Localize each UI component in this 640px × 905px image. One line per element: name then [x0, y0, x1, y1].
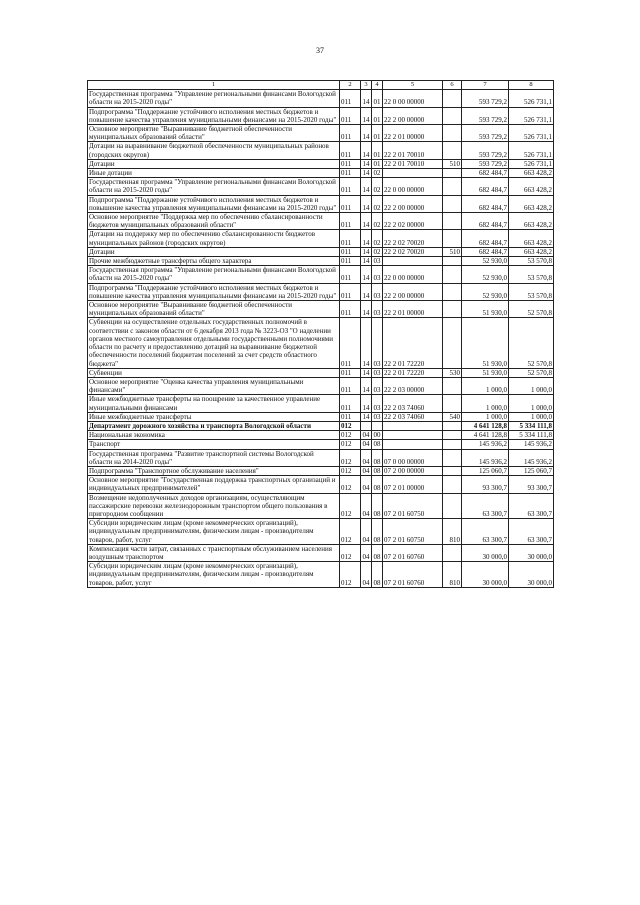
row-subsection-cell: 08	[372, 519, 383, 545]
row-target-article-cell	[383, 431, 443, 440]
row-expense-type-cell	[443, 301, 462, 318]
table-row	[88, 142, 554, 159]
row-subsection-cell: 08	[372, 562, 383, 588]
row-grbs-cell: 011	[340, 178, 361, 195]
row-amount-year2-cell: 52 570,8	[509, 368, 554, 377]
row-amount-year1-cell: 51 930,0	[462, 318, 509, 368]
row-amount-year1-cell: 1 000,0	[462, 377, 509, 394]
row-subsection-cell: 02	[372, 178, 383, 195]
row-target-article-cell: 22 2 03 00000	[383, 377, 443, 394]
row-grbs-cell: 011	[340, 107, 361, 124]
row-expense-type-cell	[443, 466, 462, 475]
table-row	[88, 440, 554, 449]
table-row	[88, 476, 554, 493]
row-amount-year1-cell: 52 930,0	[462, 283, 509, 300]
row-name-cell: Субвенции	[88, 368, 340, 377]
row-name-cell: Основное мероприятие "Выравнивание бюджетной обеспеченности муниципальных образований области"	[88, 125, 340, 142]
row-section-cell: 04	[362, 440, 370, 449]
row-name-cell: Дотации на поддержку мер по обеспечению сбалансированности бюджетов муниципальных районов (городских округов)	[88, 230, 340, 247]
row-name-cell: Основное мероприятие "Государственная поддержка транспортных организаций и индивидуальных предпринимателей"	[88, 476, 340, 493]
row-amount-year2-cell: 125 060,7	[509, 466, 554, 475]
row-name-cell: Государственная программа "Развитие транспортной системы Вологодской области на 2014-2020 годы"	[88, 449, 340, 466]
row-grbs-cell: 012	[340, 449, 361, 466]
row-amount-year1-cell: 593 729,2	[462, 142, 509, 159]
row-amount-year2-cell: 30 000,0	[509, 544, 554, 561]
row-grbs-cell: 011	[340, 195, 361, 212]
row-amount-year2-cell: 663 428,2	[509, 195, 554, 212]
row-grbs-cell: 011	[340, 125, 361, 142]
table-row	[88, 159, 554, 168]
row-amount-year1-cell: 145 936,2	[462, 449, 509, 466]
row-target-article-cell: 22 2 00 00000	[383, 195, 443, 212]
row-amount-year1-cell: 125 060,7	[462, 466, 509, 475]
row-expense-type-cell	[443, 283, 462, 300]
row-name-cell: Подпрограмма "Поддержание устойчивого исполнения местных бюджетов и повышение качества управления муниципальными финансами на 2015-2020 годы"	[88, 107, 340, 124]
row-amount-year1-cell: 682 484,7	[462, 169, 509, 178]
row-section-cell: 14	[362, 412, 370, 421]
row-target-article-cell: 22 2 02 70020	[383, 230, 443, 247]
row-amount-year2-cell: 5 334 111,8	[509, 421, 554, 430]
row-amount-year2-cell: 663 428,2	[509, 213, 554, 230]
row-grbs-cell: 011	[340, 301, 361, 318]
page-number: 37	[316, 46, 324, 55]
row-subsection-cell: 03	[372, 301, 383, 318]
row-section-cell: 04	[361, 544, 372, 561]
row-subsection-cell: 08	[372, 476, 383, 493]
row-section-cell: 14	[361, 90, 372, 107]
row-subsection-cell: 01	[373, 159, 381, 168]
table-row	[88, 283, 554, 300]
table-row	[88, 544, 554, 561]
row-name-cell: Государственная программа "Управление региональными финансами Вологодской области на 2015-2020 годы"	[88, 266, 340, 283]
row-target-article-cell: 07 2 01 60760	[383, 562, 443, 588]
row-target-article-cell: 22 2 00 00000	[383, 107, 443, 124]
row-amount-year1-cell: 682 484,7	[462, 213, 509, 230]
row-amount-year2-cell: 526 731,1	[509, 159, 554, 168]
row-target-article-cell: 22 2 03 74060	[383, 412, 443, 421]
row-amount-year2-cell: 663 428,2	[509, 169, 554, 178]
row-expense-type-cell	[443, 195, 462, 212]
row-amount-year2-cell: 63 300,7	[509, 493, 554, 519]
row-name-cell: Государственная программа "Управление региональными финансами Вологодской области на 2015-2020 годы"	[88, 178, 340, 195]
row-amount-year2-cell: 93 300,7	[509, 476, 554, 493]
row-subsection-cell: 03	[372, 395, 383, 412]
header-cell-1: 1	[88, 81, 340, 90]
row-amount-year2-cell: 63 300,7	[509, 519, 554, 545]
row-section-cell: 14	[362, 169, 370, 178]
table-body	[88, 81, 554, 588]
row-grbs-cell: 012	[340, 562, 361, 588]
row-subsection-cell: 02	[372, 230, 383, 247]
row-amount-year2-cell: 1 000,0	[509, 395, 554, 412]
row-subsection-cell: 03	[373, 412, 381, 421]
row-amount-year2-cell: 145 936,2	[509, 440, 554, 449]
row-section-cell: 14	[361, 230, 372, 247]
row-amount-year1-cell: 1 000,0	[462, 395, 509, 412]
row-target-article-cell: 22 2 01 70010	[383, 159, 443, 168]
row-expense-type-cell	[443, 142, 462, 159]
row-subsection-cell: 01	[372, 107, 383, 124]
row-amount-year1-cell: 593 729,2	[462, 125, 509, 142]
row-name-cell: Субсидии юридическим лицам (кроме некоммерческих организаций), индивидуальным предпринимателям, физическим лицам - производителям товаров, работ, услуг	[88, 562, 340, 588]
row-amount-year2-cell: 526 731,1	[509, 142, 554, 159]
row-amount-year1-cell: 145 936,2	[462, 440, 509, 449]
row-section-cell: 14	[361, 318, 372, 368]
row-expense-type-cell	[443, 266, 462, 283]
row-expense-type-cell: 530	[443, 368, 462, 377]
row-grbs-cell: 011	[340, 368, 361, 377]
row-name-cell: Основное мероприятие "Поддержка мер по обеспечению сбалансированности бюджетов муниципальных образований области"	[88, 213, 340, 230]
row-target-article-cell: 07 2 01 00000	[383, 476, 443, 493]
row-section-cell: 14	[361, 142, 372, 159]
row-amount-year2-cell: 526 731,1	[509, 107, 554, 124]
row-section-cell: 14	[361, 266, 372, 283]
header-cell-3: 3	[361, 81, 372, 90]
row-subsection-cell: 08	[372, 544, 383, 561]
row-grbs-cell: 012	[340, 519, 361, 545]
row-expense-type-cell	[443, 107, 462, 124]
row-section-cell: 14	[362, 159, 370, 168]
table-row	[88, 368, 554, 377]
row-expense-type-cell	[443, 544, 462, 561]
table-row	[88, 519, 554, 545]
row-grbs-cell: 012	[340, 431, 361, 440]
row-amount-year1-cell: 51 930,0	[462, 368, 509, 377]
table-row	[88, 466, 554, 475]
row-target-article-cell: 22 2 01 70010	[383, 142, 443, 159]
row-amount-year2-cell: 663 428,2	[509, 178, 554, 195]
row-amount-year2-cell: 53 570,8	[509, 266, 554, 283]
row-amount-year2-cell: 1 000,0	[509, 377, 554, 394]
row-section-cell: 14	[362, 368, 370, 377]
row-grbs-cell: 012	[340, 466, 361, 475]
row-subsection-cell: 02	[373, 247, 381, 256]
row-subsection-cell: 02	[372, 195, 383, 212]
row-amount-year2-cell: 52 570,8	[509, 301, 554, 318]
row-section-cell: 14	[361, 178, 372, 195]
row-name-cell: Национальная экономика	[88, 431, 340, 440]
row-expense-type-cell	[443, 440, 462, 449]
row-amount-year1-cell: 593 729,2	[462, 159, 509, 168]
row-grbs-cell: 011	[340, 142, 361, 159]
row-expense-type-cell: 510	[443, 159, 462, 168]
row-subsection-cell: 01	[372, 142, 383, 159]
row-section-cell: 14	[361, 125, 372, 142]
row-grbs-cell: 011	[340, 283, 361, 300]
row-target-article-cell: 22 0 00 00000	[383, 90, 443, 107]
row-expense-type-cell	[443, 230, 462, 247]
row-target-article-cell: 07 2 01 60760	[383, 544, 443, 561]
row-amount-year2-cell: 52 570,8	[509, 318, 554, 368]
row-expense-type-cell	[443, 421, 462, 430]
row-amount-year1-cell: 63 300,7	[462, 519, 509, 545]
row-amount-year1-cell: 93 300,7	[462, 476, 509, 493]
header-row	[88, 81, 554, 90]
row-subsection-cell: 00	[373, 431, 381, 440]
row-expense-type-cell	[443, 318, 462, 368]
table-row	[88, 421, 554, 430]
row-name-cell: Иные дотации	[88, 169, 340, 178]
row-amount-year1-cell: 63 300,7	[462, 493, 509, 519]
row-expense-type-cell	[443, 178, 462, 195]
table-row	[88, 169, 554, 178]
row-name-cell: Основное мероприятие "Оценка качества управления муниципальными финансами"	[88, 377, 340, 394]
row-amount-year2-cell: 5 334 111,8	[509, 431, 554, 440]
row-grbs-cell: 011	[340, 159, 361, 168]
header-cell-7: 7	[462, 81, 509, 90]
row-grbs-cell: 011	[340, 90, 361, 107]
row-target-article-cell: 22 2 01 00000	[383, 125, 443, 142]
row-subsection-cell: 03	[372, 266, 383, 283]
row-target-article-cell: 22 2 01 72220	[383, 368, 443, 377]
row-target-article-cell: 07 0 00 00000	[383, 449, 443, 466]
row-target-article-cell	[383, 440, 443, 449]
row-target-article-cell: 07 2 00 00000	[383, 466, 443, 475]
row-amount-year2-cell: 526 731,1	[509, 125, 554, 142]
row-name-cell: Подпрограмма "Поддержание устойчивого исполнения местных бюджетов и повышение качества управления муниципальными финансами на 2015-2020 годы"	[88, 283, 340, 300]
row-target-article-cell: 07 2 01 60750	[383, 493, 443, 519]
row-amount-year1-cell: 1 000,0	[462, 412, 509, 421]
row-amount-year1-cell: 593 729,2	[462, 90, 509, 107]
row-subsection-cell: 08	[372, 493, 383, 519]
row-section-cell: 14	[361, 377, 372, 394]
row-expense-type-cell: 510	[443, 247, 462, 256]
row-name-cell: Подпрограмма "Транспортное обслуживание населения"	[88, 466, 340, 475]
row-amount-year1-cell: 593 729,2	[462, 107, 509, 124]
header-cell-8: 8	[509, 81, 554, 90]
row-subsection-cell: 01	[372, 90, 383, 107]
row-name-cell: Дотации	[88, 247, 340, 256]
row-subsection-cell: 08	[373, 440, 381, 449]
table-row	[88, 318, 554, 368]
row-expense-type-cell	[443, 169, 462, 178]
row-expense-type-cell	[443, 377, 462, 394]
table-row	[88, 257, 554, 266]
row-grbs-cell: 011	[340, 247, 361, 256]
row-expense-type-cell	[443, 449, 462, 466]
row-expense-type-cell	[443, 476, 462, 493]
row-name-cell: Транспорт	[88, 440, 340, 449]
table-row	[88, 301, 554, 318]
row-amount-year2-cell: 30 000,0	[509, 562, 554, 588]
table-row	[88, 213, 554, 230]
row-expense-type-cell	[443, 90, 462, 107]
row-target-article-cell: 22 2 01 00000	[383, 301, 443, 318]
row-amount-year2-cell: 1 000,0	[509, 412, 554, 421]
row-section-cell: 04	[361, 519, 372, 545]
row-subsection-cell: 02	[372, 213, 383, 230]
row-amount-year1-cell: 30 000,0	[462, 562, 509, 588]
row-grbs-cell: 011	[340, 213, 361, 230]
row-expense-type-cell	[443, 493, 462, 519]
row-expense-type-cell	[443, 125, 462, 142]
budget-table	[87, 80, 554, 588]
row-expense-type-cell: 810	[443, 562, 462, 588]
row-expense-type-cell: 810	[443, 519, 462, 545]
row-section-cell: 14	[361, 301, 372, 318]
row-grbs-cell: 011	[340, 377, 361, 394]
row-amount-year1-cell: 4 641 128,8	[462, 431, 509, 440]
row-expense-type-cell	[443, 257, 462, 266]
row-expense-type-cell	[443, 213, 462, 230]
row-name-cell: Компенсация части затрат, связанных с транспортным обслуживанием населения воздушным транспортом	[88, 544, 340, 561]
row-amount-year1-cell: 51 930,0	[462, 301, 509, 318]
row-amount-year1-cell: 682 484,7	[462, 195, 509, 212]
row-section-cell: 14	[361, 195, 372, 212]
table-row	[88, 266, 554, 283]
row-subsection-cell: 02	[373, 169, 381, 178]
row-amount-year2-cell: 663 428,2	[509, 247, 554, 256]
row-name-cell: Прочие межбюджетные трансферты общего характера	[88, 257, 340, 266]
row-grbs-cell: 011	[340, 395, 361, 412]
row-subsection-cell	[372, 421, 383, 430]
table-row	[88, 90, 554, 107]
row-target-article-cell: 22 2 02 70020	[383, 247, 443, 256]
row-name-cell: Субсидии юридическим лицам (кроме некоммерческих организаций), индивидуальным предпринимателям, физическим лицам - производителям товаров, работ, услуг	[88, 519, 340, 545]
table-row	[88, 412, 554, 421]
table-row	[88, 431, 554, 440]
row-amount-year1-cell: 682 484,7	[462, 178, 509, 195]
row-subsection-cell: 03	[372, 377, 383, 394]
row-name-cell: Подпрограмма "Поддержание устойчивого исполнения местных бюджетов и повышение качества управления муниципальными финансами на 2015-2020 годы"	[88, 195, 340, 212]
row-subsection-cell: 01	[372, 125, 383, 142]
row-section-cell: 14	[361, 213, 372, 230]
row-grbs-cell: 012	[340, 544, 361, 561]
row-name-cell: Государственная программа "Управление региональными финансами Вологодской области на 2015-2020 годы"	[88, 90, 340, 107]
row-name-cell: Иные межбюджетные трансферты	[88, 412, 340, 421]
table-row	[88, 377, 554, 394]
row-subsection-cell: 03	[373, 257, 381, 266]
header-cell-4: 4	[372, 81, 383, 90]
table-row	[88, 247, 554, 256]
row-amount-year2-cell: 53 570,8	[509, 283, 554, 300]
row-section-cell: 14	[361, 283, 372, 300]
row-grbs-cell: 012	[340, 493, 361, 519]
row-section-cell: 04	[361, 493, 372, 519]
row-section-cell: 14	[361, 107, 372, 124]
row-name-cell: Возмещение недополученных доходов организациям, осуществляющим пассажирские перевозки железнодорожным транспортом общего пользования в пригородном сообщении	[88, 493, 340, 519]
table-row	[88, 125, 554, 142]
row-amount-year1-cell: 682 484,7	[462, 247, 509, 256]
row-subsection-cell: 03	[372, 318, 383, 368]
row-name-cell: Дотации	[88, 159, 340, 168]
row-grbs-cell: 011	[340, 169, 361, 178]
row-grbs-cell: 011	[340, 266, 361, 283]
row-grbs-cell: 012	[340, 421, 361, 430]
row-section-cell: 04	[362, 431, 370, 440]
row-target-article-cell	[383, 421, 443, 430]
table-row	[88, 562, 554, 588]
row-section-cell: 14	[362, 247, 370, 256]
row-grbs-cell: 012	[340, 476, 361, 493]
row-section-cell: 14	[361, 395, 372, 412]
table-row	[88, 449, 554, 466]
row-name-cell: Субвенции на осуществление отдельных государственных полномочий в соответствии с законом области от 6 декабря 2013 года № 3223-ОЗ "О наделении органов местного самоуправления отдельными государственными полномочиями области по расчету и предоставлению дотаций на выравнивание бюджетной обеспеченности поселений бюджетам поселений за счет средств областного бюджета"	[88, 318, 340, 368]
row-amount-year2-cell: 663 428,2	[509, 230, 554, 247]
row-grbs-cell: 011	[340, 257, 361, 266]
row-target-article-cell: 22 2 00 00000	[383, 283, 443, 300]
table-row	[88, 395, 554, 412]
row-amount-year2-cell: 526 731,1	[509, 90, 554, 107]
row-name-cell: Дотации на выравнивание бюджетной обеспеченности муниципальных районов (городских округов)	[88, 142, 340, 159]
row-grbs-cell: 011	[340, 318, 361, 368]
row-section-cell: 14	[362, 257, 370, 266]
row-name-cell: Основное мероприятие "Выравнивание бюджетной обеспеченности муниципальных образований области"	[88, 301, 340, 318]
table-row	[88, 107, 554, 124]
row-target-article-cell: 22 0 00 00000	[383, 266, 443, 283]
row-name-cell: Департамент дорожного хозяйства и транспорта Вологодской области	[88, 421, 340, 430]
row-grbs-cell: 011	[340, 230, 361, 247]
table-row	[88, 230, 554, 247]
row-section-cell	[361, 421, 372, 430]
row-subsection-cell: 03	[373, 368, 381, 377]
row-amount-year1-cell: 52 930,0	[462, 257, 509, 266]
row-grbs-cell: 012	[340, 440, 361, 449]
row-subsection-cell: 08	[372, 449, 383, 466]
row-subsection-cell: 08	[373, 466, 381, 475]
row-expense-type-cell	[443, 431, 462, 440]
row-section-cell: 04	[361, 476, 372, 493]
header-cell-6: 6	[443, 81, 462, 90]
header-cell-2: 2	[340, 81, 361, 90]
row-amount-year1-cell: 4 641 128,8	[462, 421, 509, 430]
row-section-cell: 04	[362, 466, 370, 475]
row-amount-year1-cell: 682 484,7	[462, 230, 509, 247]
row-amount-year1-cell: 52 930,0	[462, 266, 509, 283]
row-target-article-cell: 22 0 00 00000	[383, 178, 443, 195]
row-grbs-cell: 011	[340, 412, 361, 421]
row-expense-type-cell	[443, 395, 462, 412]
table-row	[88, 195, 554, 212]
row-target-article-cell: 22 2 03 74060	[383, 395, 443, 412]
row-target-article-cell: 22 2 02 00000	[383, 213, 443, 230]
row-section-cell: 04	[361, 562, 372, 588]
row-amount-year2-cell: 53 570,8	[509, 257, 554, 266]
row-target-article-cell: 22 2 01 72220	[383, 318, 443, 368]
row-target-article-cell	[383, 257, 443, 266]
row-amount-year1-cell: 30 000,0	[462, 544, 509, 561]
row-subsection-cell: 03	[372, 283, 383, 300]
row-target-article-cell	[383, 169, 443, 178]
table-row	[88, 493, 554, 519]
header-cell-5: 5	[383, 81, 443, 90]
row-expense-type-cell: 540	[443, 412, 462, 421]
row-target-article-cell: 07 2 01 60750	[383, 519, 443, 545]
row-section-cell: 04	[361, 449, 372, 466]
row-amount-year2-cell: 145 936,2	[509, 449, 554, 466]
row-name-cell: Иные межбюджетные трансферты на поощрение за качественное управление муниципальными финансами	[88, 395, 340, 412]
table-row	[88, 178, 554, 195]
